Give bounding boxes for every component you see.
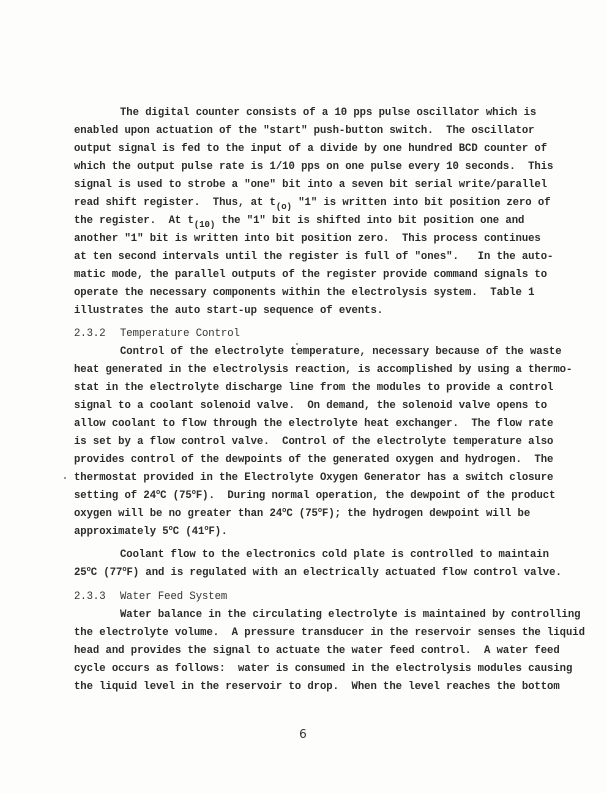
degree-mark: o: [168, 525, 173, 533]
text-line: [74, 507, 586, 521]
degree-mark: o: [156, 489, 161, 497]
text-line: allow coolant to flow through the electrolyte heat exchanger. The flow rate: [74, 418, 554, 430]
text-line: Water balance in the circulating electrolyte is maintained by controlling: [120, 609, 581, 621]
text-line: stat in the electrolyte discharge line from the modules to provide a control: [74, 382, 554, 394]
degree-mark: o: [282, 507, 287, 515]
section-heading-2-3-2: [74, 327, 586, 341]
text-span: oxygen will be no greater than 24: [74, 508, 283, 520]
text-span: F). During normal operation, the dewpoint of the product: [195, 490, 556, 502]
text-line: matic mode, the parallel outputs of the register provide command signals to: [74, 269, 548, 281]
text-line: is set by a flow control valve. Control of the electrolyte temperature also: [74, 436, 554, 448]
page-number: 6: [299, 727, 307, 741]
text-line: thermostat provided in the Electrolyte Oxygen Generator has a switch closure: [74, 472, 554, 484]
text-line: which the output pulse rate is 1/10 pps on one pulse every 10 seconds. This: [74, 161, 554, 173]
text-line: [74, 525, 586, 539]
text-line: another "1" bit is written into bit position zero. This process continues: [74, 233, 541, 245]
text-span: approximately 5: [74, 526, 169, 538]
text-line: illustrates the auto start-up sequence of events.: [74, 305, 384, 317]
degree-mark: o: [191, 489, 196, 497]
text-line: heat generated in the electrolysis reaction, is accomplished by using a thermo-: [74, 364, 573, 376]
text-span: the "1" bit is shifted into bit position one and: [215, 215, 525, 227]
text-span: F); the hydrogen dewpoint will be: [322, 508, 531, 520]
text-line: cycle occurs as follows: water is consumed in the electrolysis modules causing: [74, 663, 573, 675]
text-span: the register. At t: [74, 215, 194, 227]
text-line: Coolant flow to the electronics cold plate is controlled to maintain: [120, 549, 549, 561]
section-heading-2-3-3: [74, 590, 586, 604]
text-line: head and provides the signal to actuate the water feed control. A water feed: [74, 645, 560, 657]
text-line: signal to a coolant solenoid valve. On demand, the solenoid valve opens to: [74, 400, 548, 412]
degree-mark: o: [122, 566, 127, 574]
text-line: [74, 489, 586, 503]
text-line: enabled upon actuation of the "start" push-button switch. The oscillator: [74, 125, 535, 137]
text-span: F).: [208, 526, 228, 538]
text-line: Control of the electrolyte temperature, necessary because of the waste: [120, 346, 562, 358]
degree-mark: o: [204, 525, 209, 533]
text-line: signal is used to strobe a "one" bit into a seven bit serial write/parallel: [74, 179, 548, 191]
text-line: at ten second intervals until the register is full of "ones". In the auto-: [74, 251, 554, 263]
text-line: The digital counter consists of a 10 pps pulse oscillator which is: [120, 107, 537, 119]
scan-speck: [64, 477, 66, 479]
text-span: F) and is regulated with an electrically actuated flow control valve.: [126, 567, 562, 579]
section-title: Water Feed System: [120, 591, 228, 603]
text-span: 25: [74, 567, 87, 579]
section-number: 2.3.3: [74, 591, 106, 603]
text-line: the electrolyte volume. A pressure transducer in the reservoir senses the liquid: [74, 627, 585, 639]
text-span: C (75: [160, 490, 192, 502]
text-span: setting of 24: [74, 490, 156, 502]
text-span: C (75: [286, 508, 318, 520]
subscript: (10): [193, 220, 216, 230]
text-span: C (41: [172, 526, 205, 538]
text-line: the liquid level in the reservoir to drop. When the level reaches the bottom: [74, 681, 560, 693]
section-title: Temperature Control: [120, 328, 240, 340]
subscript: (o): [275, 202, 292, 212]
text-line: [74, 196, 586, 210]
degree-mark: o: [86, 566, 91, 574]
degree-mark: o: [317, 507, 323, 515]
text-line: output signal is fed to the input of a divide by one hundred BCD counter of: [74, 143, 548, 155]
text-line: provides control of the dewpoints of the generated oxygen and hydrogen. The: [74, 454, 554, 466]
text-line: [74, 566, 586, 580]
text-line: [74, 214, 586, 228]
text-span: read shift register. Thus, at t: [74, 197, 276, 209]
text-span: "1" is written into bit position zero of: [291, 197, 551, 209]
text-span: C (77: [90, 567, 123, 579]
section-number: 2.3.2: [74, 328, 106, 340]
text-line: operate the necessary components within the electrolysis system. Table 1: [74, 287, 535, 299]
